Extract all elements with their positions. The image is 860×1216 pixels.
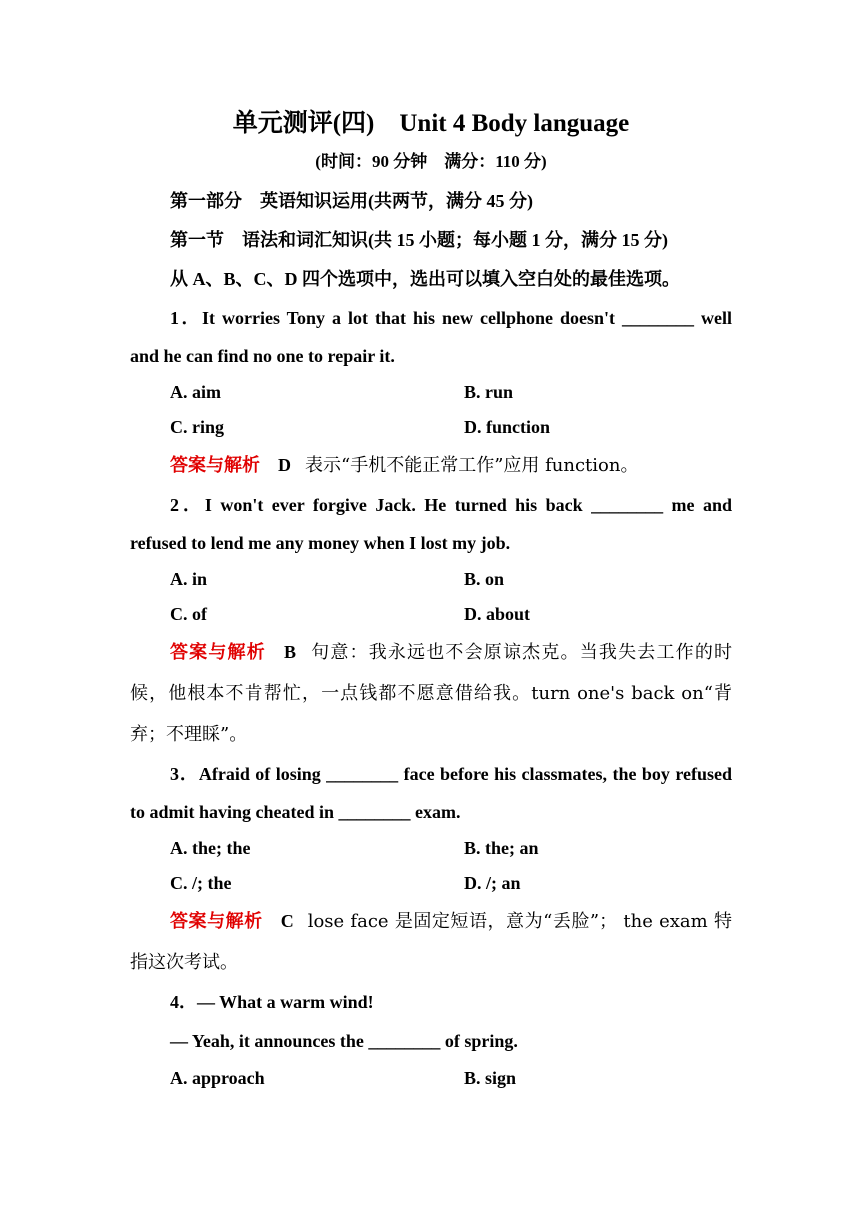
question-1	[130, 299, 732, 486]
option-d: D. function	[464, 417, 551, 437]
answer-text: 句意：我永远也不会原谅杰克。当我失去工作的时候，他根本不肯帮忙，一点钱都不愿意借给我。turn one's back on“背弃；不理睬”。	[130, 642, 733, 745]
option-c: C. of	[170, 604, 207, 624]
answer-text: lose face 是固定短语，意为“丢脸”； the exam 特指这次考试。	[130, 911, 732, 973]
options-row	[130, 866, 732, 901]
option-b: B. the; an	[464, 838, 539, 858]
option-a: A. the; the	[170, 838, 251, 858]
options-row	[130, 1061, 732, 1096]
question-stem: 1．It worries Tony a lot that his new cellphone doesn't ________ well and he can find no one to repair it.	[130, 308, 732, 366]
question-2	[130, 486, 732, 755]
question-stem-reply: — Yeah, it announces the ________ of spring.	[170, 1031, 518, 1051]
answer-tag: 答案与解析	[170, 911, 263, 932]
option-a: A. approach	[170, 1068, 265, 1088]
option-b: B. on	[464, 569, 505, 589]
document-page	[130, 96, 732, 1096]
options-row	[130, 410, 732, 445]
answer-explanation	[130, 901, 732, 983]
answer-letter: C	[280, 911, 294, 931]
question-stem: 3．Afraid of losing ________ face before his classmates, the boy refused to admit having cheated in ________ exam.	[130, 764, 732, 822]
question-stem: 2．I won't ever forgive Jack. He turned his back ________ me and refused to lend me any money when I lost my job.	[130, 495, 732, 553]
section-heading: 第一节 语法和词汇知识(共 15 小题；每小题 1 分，满分 15 分)	[170, 230, 668, 250]
options-row	[130, 375, 732, 410]
option-a: A. aim	[170, 382, 221, 402]
instruction-text: 从 A、B、C、D 四个选项中，选出可以填入空白处的最佳选项。	[170, 269, 681, 289]
page-title: 单元测评(四) Unit 4 Body language	[232, 110, 630, 137]
option-c: C. ring	[170, 417, 224, 437]
option-a: A. in	[170, 569, 208, 589]
answer-tag: 答案与解析	[170, 642, 266, 663]
exam-meta: (时间：90 分钟 满分：110 分)	[315, 152, 547, 171]
options-row	[130, 831, 732, 866]
answer-text: 表示“手机不能正常工作”应用 function。	[305, 455, 639, 476]
options-row	[130, 597, 732, 632]
option-b: B. sign	[464, 1068, 517, 1088]
answer-letter: D	[278, 455, 291, 475]
part-heading: 第一部分 英语知识运用(共两节，满分 45 分)	[170, 191, 533, 211]
option-d: D. about	[464, 604, 531, 624]
option-b: B. run	[464, 382, 514, 402]
option-d: D. /; an	[464, 873, 521, 893]
answer-explanation	[130, 632, 732, 755]
question-stem: 4．— What a warm wind!	[170, 992, 374, 1012]
answer-explanation	[130, 445, 732, 486]
options-row	[130, 562, 732, 597]
question-4	[130, 983, 732, 1096]
option-c: C. /; the	[170, 873, 232, 893]
question-3	[130, 755, 732, 983]
answer-letter: B	[283, 642, 296, 662]
answer-tag: 答案与解析	[170, 455, 260, 476]
